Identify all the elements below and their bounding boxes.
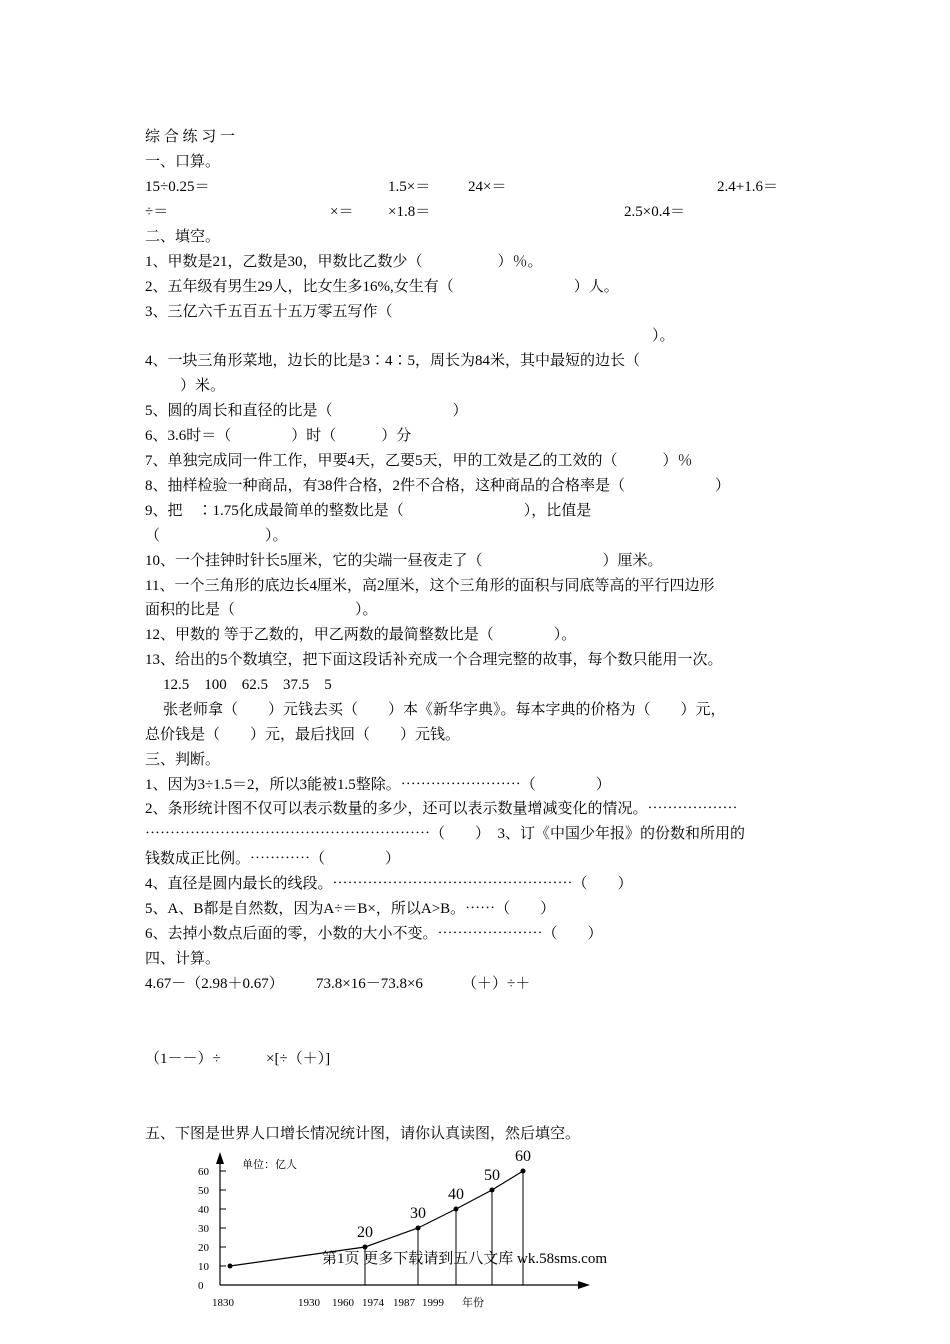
fill-question-cont: （ ）。: [145, 528, 288, 544]
fill-question-cont: ）。: [652, 328, 675, 344]
oral-item: 2.5×0.4＝: [624, 204, 685, 220]
fill-question: 2、五年级有男生29人，比女生多16%,女生有（ ）人。: [145, 279, 619, 295]
unit-label: 单位：亿人: [242, 1159, 297, 1171]
y-tick-label: 10: [198, 1261, 209, 1273]
oral-item: 24×＝: [468, 179, 507, 195]
number-list: 12.5 100 62.5 37.5 5: [163, 677, 332, 693]
judge-item: 2、条形统计图不仅可以表示数量的多少，还可以表示数量增减变化的情况。⋯⋯⋯⋯⋯⋯: [145, 801, 738, 817]
fill-question-cont: 面积的比是（ ）。: [145, 602, 378, 618]
data-point: [416, 1226, 421, 1231]
oral-item: 1.5×＝: [388, 179, 431, 195]
oral-item: 15÷0.25＝: [145, 179, 210, 195]
calc-item: 73.8×16－73.8×6: [316, 976, 423, 992]
section-4-heading: 四、计算。: [145, 951, 221, 967]
x-axis-arrow: [578, 1281, 590, 1289]
judge-item: 6、去掉小数点后面的零，小数的大小不变。⋯⋯⋯⋯⋯⋯⋯（ ）: [145, 926, 603, 942]
calc-item: 4.67－（2.98＋0.67）: [145, 976, 284, 992]
population-line-chart: [190, 1150, 610, 1340]
fill-question: 8、抽样检验一种商品，有38件合格，2件不合格，这种商品的合格率是（ ）: [145, 478, 731, 494]
section-2-heading: 二、填空。: [145, 229, 221, 245]
data-label: 60: [515, 1150, 531, 1165]
fill-question: 3、三亿六千五百五十五万零五写作（: [145, 304, 393, 320]
fill-question: 13、给出的5个数填空，把下面这段话补充成一个合理完整的故事，每个数只能用一次。: [145, 652, 723, 668]
data-label: 30: [410, 1205, 426, 1222]
fill-question: 1、甲数是21，乙数是30，甲数比乙数少（ ）％。: [145, 254, 543, 270]
y-tick-label: 60: [198, 1166, 209, 1178]
oral-item: ×1.8＝: [388, 204, 431, 220]
x-tick-label: 1974: [362, 1297, 384, 1309]
page-footer: 第1页 更多下载请到五八文库 wk.58sms.com: [322, 1251, 608, 1267]
judge-item: 钱数成正比例。⋯⋯⋯⋯（ ）: [145, 851, 401, 867]
judge-item: 1、因为3÷1.5＝2，所以3能被1.5整除。⋯⋯⋯⋯⋯⋯⋯⋯（ ）: [145, 777, 611, 793]
fill-question: 9、把 ∶1.75化成最简单的整数比是（ ），比值是: [145, 503, 592, 519]
data-point: [228, 1264, 233, 1269]
fill-question: 10、一个挂钟时针长5厘米，它的尖端一昼夜走了（ ）厘米。: [145, 553, 663, 569]
calc-item: （1－－）÷: [145, 1051, 221, 1067]
fill-question: 7、单独完成同一件工作，甲要4天，乙要5天，甲的工效是乙的工效的（ ）％: [145, 453, 693, 469]
judge-item: ⋯⋯⋯⋯⋯⋯⋯⋯⋯⋯⋯⋯⋯⋯⋯⋯⋯⋯⋯（ ） 3、订《中国少年报》的份数和所用的: [145, 826, 746, 842]
y-tick-label: 50: [198, 1185, 209, 1197]
oral-item: 2.4+1.6＝: [717, 179, 778, 195]
y-axis-arrow: [216, 1152, 224, 1164]
x-tick-label: 1987: [393, 1297, 415, 1309]
oral-item: ÷＝: [145, 204, 169, 220]
section-5-heading: 五、下图是世界人口增长情况统计图，请你认真读图，然后填空。: [145, 1126, 581, 1142]
data-point: [490, 1188, 495, 1193]
calc-item: ×[÷（＋）]: [266, 1051, 331, 1067]
fill-question: 12、甲数的 等于乙数的，甲乙两数的最简整数比是（ ）。: [145, 627, 577, 643]
fill-question: 5、圆的周长和直径的比是（ ）: [145, 403, 468, 419]
x-tick-label: 1930: [298, 1297, 320, 1309]
y-tick-label: 20: [198, 1242, 209, 1254]
fill-question-cont: ）米。: [180, 378, 226, 394]
x-axis-label: 年份: [462, 1297, 484, 1309]
page-title: 综 合 练 习 一: [145, 129, 236, 145]
fill-question: 11、一个三角形的底边长4厘米，高2厘米，这个三角形的面积与同底等高的平行四边形: [145, 578, 715, 594]
fill-question: 6、3.6时＝（ ）时（ ）分: [145, 428, 412, 444]
judge-item: 4、直径是圆内最长的线段。⋯⋯⋯⋯⋯⋯⋯⋯⋯⋯⋯⋯⋯⋯⋯⋯（ ）: [145, 876, 633, 892]
story-line: 张老师拿（ ）元钱去买（ ）本《新华字典》。每本字典的价格为（ ）元，: [163, 702, 726, 718]
data-point: [454, 1207, 459, 1212]
story-line: 总价钱是（ ）元，最后找回（ ）元钱。: [145, 727, 461, 743]
oral-item: ×＝: [330, 204, 354, 220]
data-point: [521, 1169, 526, 1174]
y-tick-label: 0: [198, 1280, 204, 1292]
x-tick-label: 1960: [332, 1297, 354, 1309]
judge-item: 5、A、B都是自然数，因为A÷＝B×，所以A>B。⋯⋯（ ）: [145, 901, 556, 917]
section-3-heading: 三、判断。: [145, 752, 221, 768]
fill-question: 4、一块三角形菜地，边长的比是3∶4∶5，周长为84米，其中最短的边长（: [145, 353, 641, 369]
y-tick-label: 30: [198, 1223, 209, 1235]
calc-item: （＋）÷＋: [462, 976, 531, 992]
y-tick-label: 40: [198, 1204, 209, 1216]
section-1-heading: 一、口算。: [145, 154, 221, 170]
data-label: 40: [448, 1186, 464, 1203]
data-label: 50: [484, 1167, 500, 1184]
x-tick-label: 1830: [212, 1297, 234, 1309]
data-label: 20: [357, 1224, 373, 1241]
x-tick-label: 1999: [422, 1297, 444, 1309]
